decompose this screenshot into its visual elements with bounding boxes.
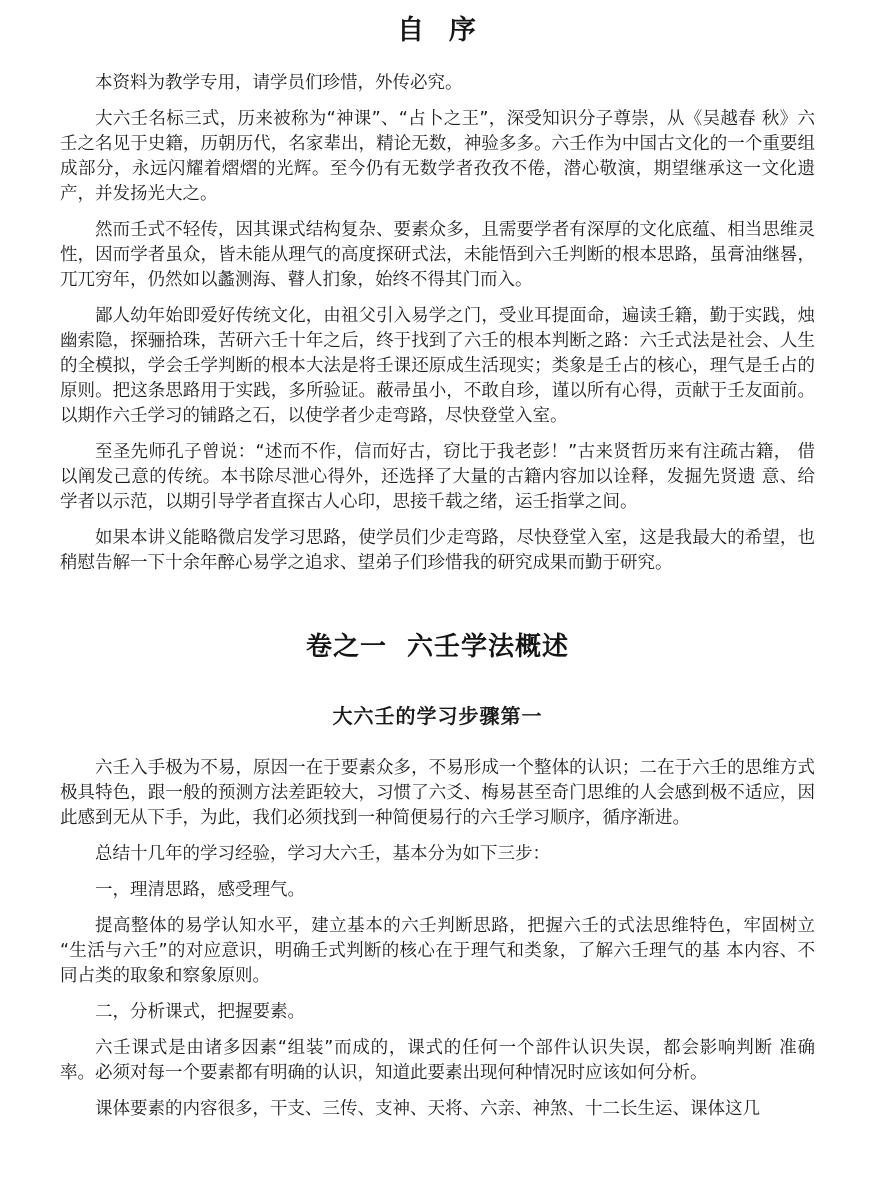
chapter-paragraph-3: 一，理清思路，感受理气。	[95, 880, 305, 900]
preface-paragraph-5: 至圣先师孔子曾说：“述而不作，信而好古，窃比于我老彭！”古来贤哲历来有注疏古籍， 借以阐发己意的传统。本书除尽泄心得外，还选择了大量的古籍内容加以诠释，发掘先贤遗 意、给学者以示范，以期引导学者直探古人心印，思接千载之绪，运壬指掌之间。	[60, 442, 815, 512]
preface-paragraph-2: 大六壬名标三式，历来被称为“神课”、“占卜之王”，深受知识分子尊崇，从《吴越春 秋》六壬之名见于史籍，历朝历代，名家辈出，精论无数，神验多多。六壬作为中国古文化的一个重要组成部分，永远闪耀着熠熠的光辉。至今仍有无数学者孜孜不倦，潜心敬演，期望继承这一文化遗产，并发扬光大之。	[60, 109, 815, 204]
preface-paragraph-1: 本资料为教学专用，请学员们珍惜，外传必究。	[95, 73, 463, 93]
preface-title: 自 序	[397, 15, 478, 46]
chapter-paragraph-1: 六壬入手极为不易，原因一在于要素众多，不易形成一个整体的认识；二在于六壬的思维方式极具特色，跟一般的预测方法差距较大，习惯了六爻、梅易甚至奇门思维的人会感到极不适应，因此感到无从下手，为此，我们必须找到一种简便易行的六壬学习顺序，循序渐进。	[60, 758, 815, 828]
chapter-paragraph-5: 二，分析课式，把握要素。	[95, 1002, 305, 1022]
chapter-paragraph-6: 六壬课式是由诸多因素“组装”而成的，课式的任何一个部件认识失误，都会影响判断 准确率。必须对每一个要素都有明确的认识，知道此要素出现何种情况时应该如何分析。	[60, 1038, 815, 1083]
chapter-paragraph-7: 课体要素的内容很多，干支、三传、支神、天将、六亲、神煞、十二长生运、课体这几	[95, 1099, 760, 1119]
chapter-paragraph-2: 总结十几年的学习经验，学习大六壬，基本分为如下三步：	[95, 844, 550, 864]
chapter-title: 卷之一 六壬学法概述	[305, 632, 570, 662]
chapter-subtitle: 大六壬的学习步骤第一	[332, 704, 543, 728]
preface-paragraph-6: 如果本讲义能略微启发学习思路，使学员们少走弯路，尽快登堂入室，这是我最大的希望，也稍慰告解一下十余年醉心易学之追求、望弟子们珍惜我的研究成果而勤于研究。	[60, 528, 815, 573]
chapter-paragraph-4: 提高整体的易学认知水平，建立基本的六壬判断思路，把握六壬的式法思维特色，牢固树立“生活与六壬”的对应意识，明确壬式判断的核心在于理气和类象，了解六壬理气的基 本内容、不同占类的取象和察象原则。	[60, 916, 815, 986]
preface-paragraph-4: 鄙人幼年始即爱好传统文化，由祖父引入易学之门，受业耳提面命，遍读壬籍，勤于实践，烛幽索隐，探骊拾珠，苦研六壬十年之后，终于找到了六壬的根本判断之路：六壬式法是社会、人生的全模拟，学会壬学判断的根本大法是将壬课还原成生活现实；类象是壬占的核心，理气是壬占的原则。把这条思路用于实践，多所验证。蔽帚虽小，不敢自珍，谨以所有心得，贡献于壬友面前。以期作六壬学习的铺路之石，以使学者少走弯路，尽快登堂入室。	[60, 306, 815, 426]
preface-paragraph-3: 然而壬式不轻传，因其课式结构复杂、要素众多，且需要学者有深厚的文化底蕴、相当思维灵性，因而学者虽众，皆未能从理气的高度探研式法，未能悟到六壬判断的根本思路，虽膏油继晷，兀兀穷年，仍然如以蠡测海、瞽人扪象，始终不得其门而入。	[60, 220, 815, 290]
